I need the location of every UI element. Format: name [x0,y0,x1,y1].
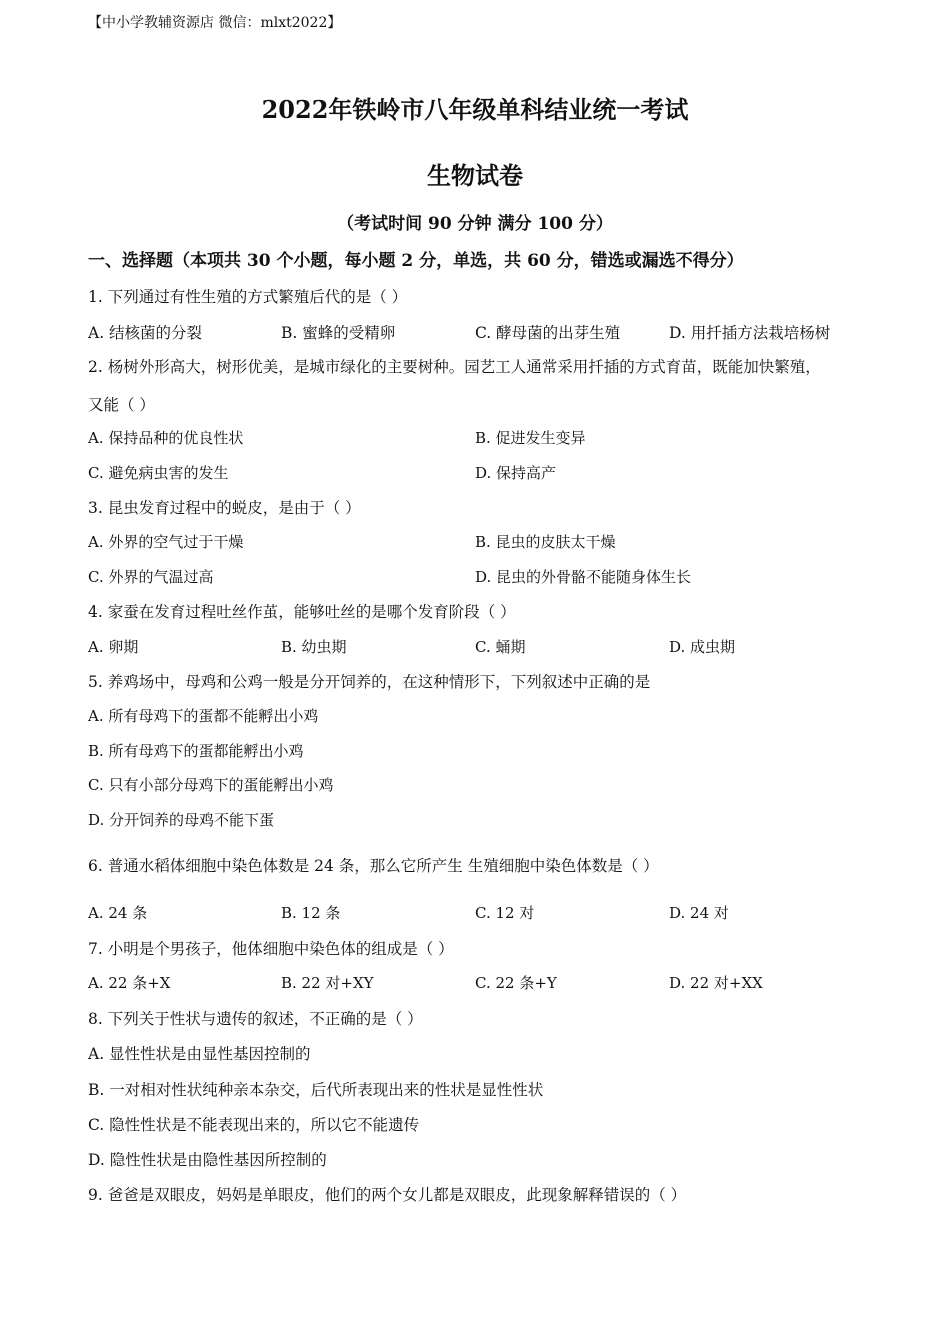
question-3-stem: 3. 昆虫发育过程中的蜕皮，是由于（ ） [88,499,361,517]
question-8-option-b: B. 一对相对性状纯种亲本杂交，后代所表现出来的性状是显性性状 [88,1081,544,1099]
question-8-stem: 8. 下列关于性状与遗传的叙述，不正确的是（ ） [88,1010,423,1028]
question-6-option-b: B. 12 条 [281,904,341,922]
question-4-option-b: B. 幼虫期 [281,638,347,656]
question-9-stem: 9. 爸爸是双眼皮，妈妈是单眼皮，他们的两个女儿都是双眼皮，此现象解释错误的（ ） [88,1186,687,1204]
question-2-stem-cont: 又能（ ） [88,396,155,414]
question-4-option-a: A. 卵期 [88,638,139,656]
question-7-option-c: C. 22 条+Y [475,974,557,992]
question-5-option-d: D. 分开饲养的母鸡不能下蛋 [88,811,275,829]
question-2-option-c: C. 避免病虫害的发生 [88,464,229,482]
question-2-option-b: B. 促进发生变异 [475,429,586,447]
question-3-option-c: C. 外界的气温过高 [88,568,214,586]
question-3-option-b: B. 昆虫的皮肤太干燥 [475,533,616,551]
subject-title: 生物试卷 [427,161,523,190]
question-3-option-a: A. 外界的空气过于干燥 [88,533,244,551]
question-4-option-c: C. 蛹期 [475,638,526,656]
exam-info: （考试时间 90 分钟 满分 100 分） [337,214,613,234]
header-note: 【中小学教辅资源店 微信：mlxt2022】 [88,15,342,31]
question-7-option-d: D. 22 对+XX [669,974,763,992]
question-6-option-c: C. 12 对 [475,904,535,922]
question-2-option-a: A. 保持品种的优良性状 [88,429,244,447]
question-1-option-a: A. 结核菌的分裂 [88,324,203,342]
question-7-stem: 7. 小明是个男孩子，他体细胞中染色体的组成是（ ） [88,940,454,958]
question-5-option-c: C. 只有小部分母鸡下的蛋能孵出小鸡 [88,776,334,794]
question-1-option-c: C. 酵母菌的出芽生殖 [475,324,621,342]
question-7-option-b: B. 22 对+XY [281,974,374,992]
question-4-option-d: D. 成虫期 [669,638,736,656]
question-1-option-d: D. 用扦插方法栽培杨树 [669,324,831,342]
question-5-stem: 5. 养鸡场中，母鸡和公鸡一般是分开饲养的，在这种情形下，下列叙述中正确的是 [88,673,651,691]
question-8-option-c: C. 隐性性状是不能表现出来的，所以它不能遗传 [88,1116,420,1134]
question-4-stem: 4. 家蚕在发育过程吐丝作茧，能够吐丝的是哪个发育阶段（ ） [88,603,516,621]
question-6-stem: 6. 普通水稻体细胞中染色体数是 24 条，那么它所产生 生殖细胞中染色体数是（ ） [88,857,659,875]
question-6-option-d: D. 24 对 [669,904,729,922]
question-7-option-a: A. 22 条+X [88,974,171,992]
question-1-option-b: B. 蜜蜂的受精卵 [281,324,396,342]
question-1-stem: 1. 下列通过有性生殖的方式繁殖后代的是（ ） [88,288,408,306]
question-2-option-d: D. 保持高产 [475,464,557,482]
question-2-stem: 2. 杨树外形高大，树形优美，是城市绿化的主要树种。园艺工人通常采用扦插的方式育苗，既能加快繁殖， [88,358,821,376]
section-heading: 一、选择题（本项共 30 个小题，每小题 2 分，单选，共 60 分，错选或漏选不得分） [88,251,744,271]
question-5-option-b: B. 所有母鸡下的蛋都能孵出小鸡 [88,742,304,760]
exam-title: 2022年铁岭市八年级单科结业统一考试 [261,95,689,124]
question-8-option-a: A. 显性性状是由显性基因控制的 [88,1045,311,1063]
question-5-option-a: A. 所有母鸡下的蛋都不能孵出小鸡 [88,707,319,725]
question-3-option-d: D. 昆虫的外骨骼不能随身体生长 [475,568,692,586]
question-6-option-a: A. 24 条 [88,904,148,922]
question-8-option-d: D. 隐性性状是由隐性基因所控制的 [88,1151,327,1169]
